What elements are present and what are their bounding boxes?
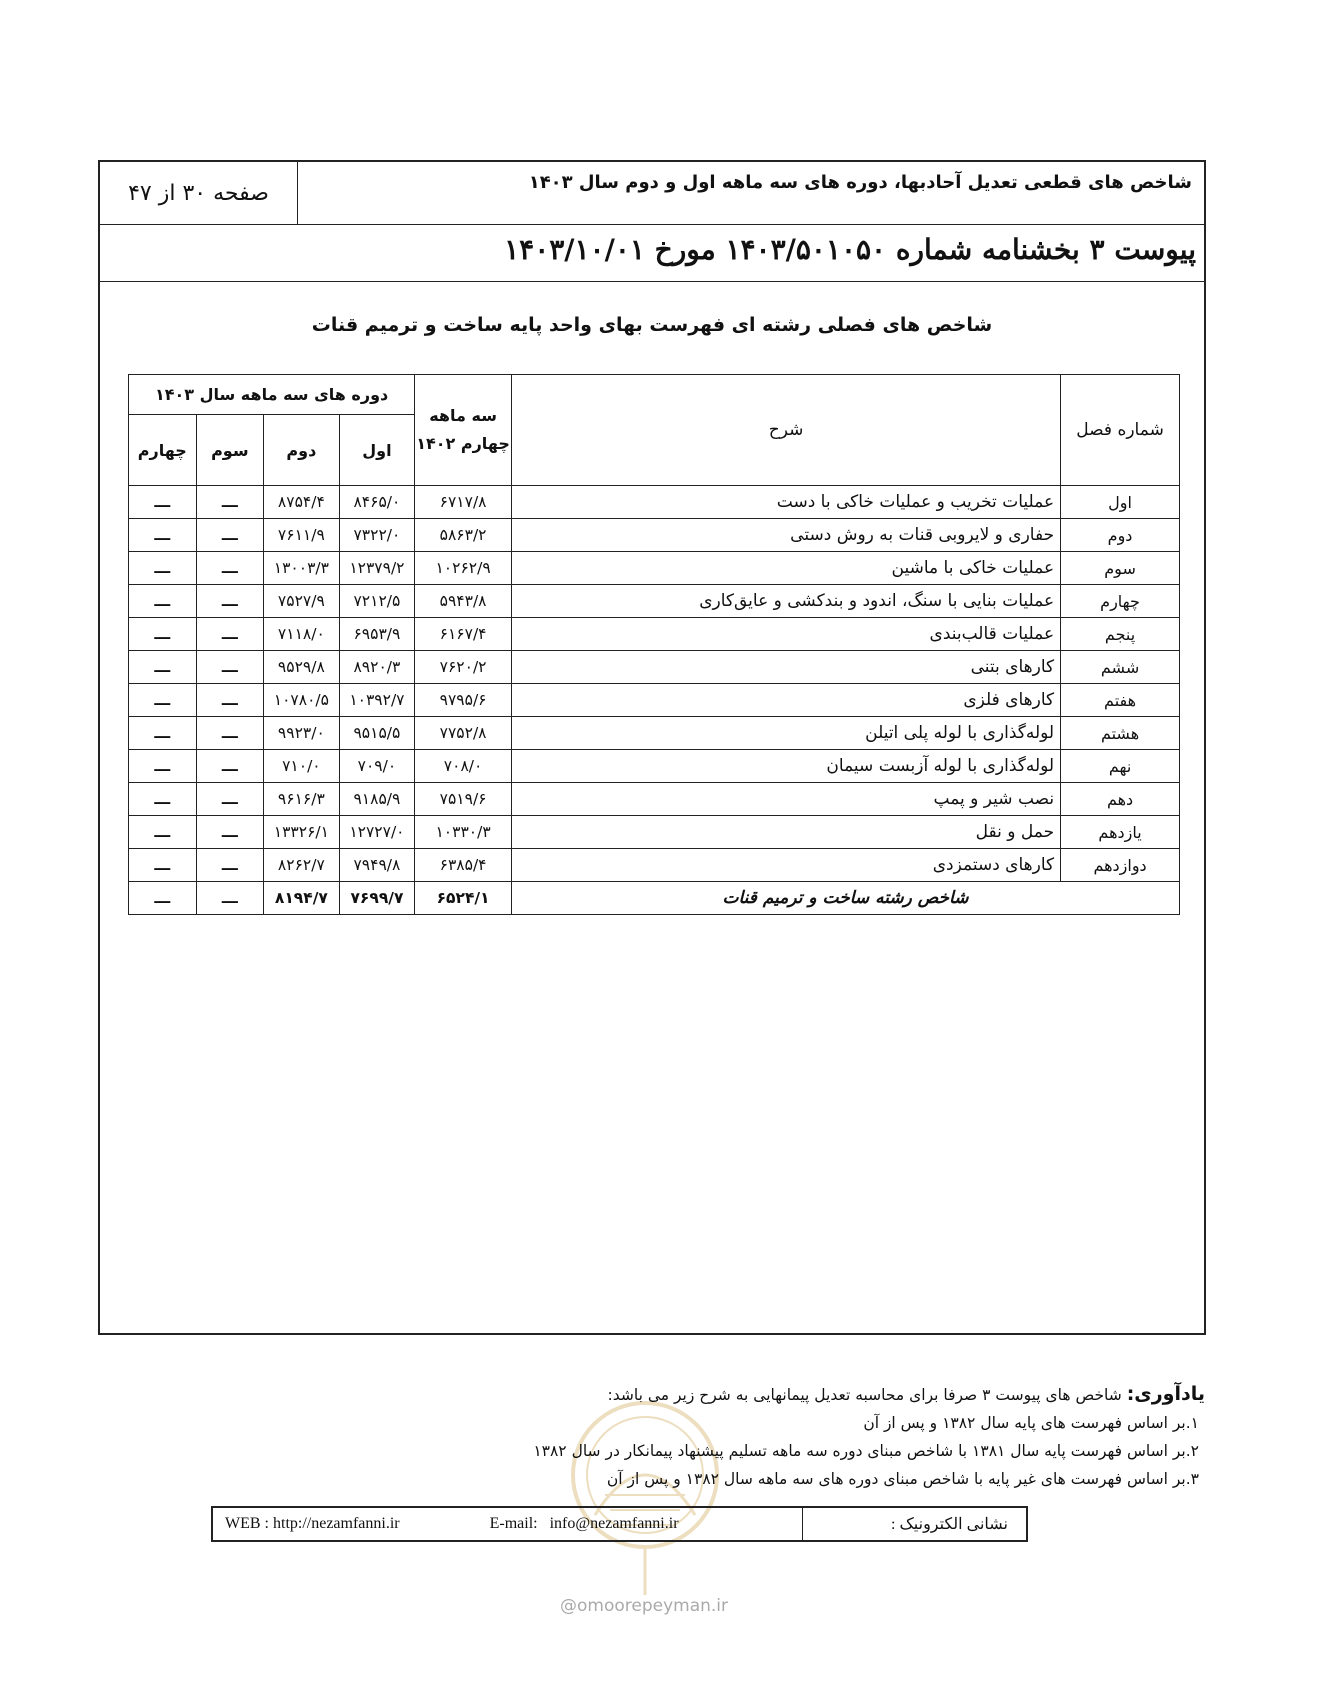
document-title: شاخص های قطعی تعدیل آحادبها، دوره های سه ماهه اول و دوم سال ۱۴۰۳ <box>528 172 1192 193</box>
third-cell: ـــ <box>196 849 264 882</box>
total-fourth: ـــ <box>129 882 197 915</box>
header-row <box>100 162 1204 225</box>
fourth-cell: ـــ <box>129 585 197 618</box>
description-cell: عملیات بنایی با سنگ، اندود و بندکشی و عایق‌کاری <box>511 585 1060 618</box>
q4-1402-cell: ۱۰۳۳۰/۳ <box>415 816 512 849</box>
table-row <box>129 618 1180 651</box>
chapter-cell: دوم <box>1061 519 1180 552</box>
page-number: صفحه ۳۰ از ۴۷ <box>100 162 298 224</box>
table-row <box>129 486 1180 519</box>
chapter-cell: هشتم <box>1061 717 1180 750</box>
contact-label: نشانی الکترونیک : <box>802 1508 1026 1540</box>
note-item: ۲.بر اساس فهرست پایه سال ۱۳۸۱ با شاخص مبنای دوره سه ماهه تسلیم پیشنهاد پیمانکار در سال ۱۳۸۲ <box>533 1442 1199 1460</box>
second-cell: ۸۷۵۴/۴ <box>264 486 340 519</box>
chapter-cell: یازدهم <box>1061 816 1180 849</box>
description-cell: عملیات قالب‌بندی <box>511 618 1060 651</box>
total-first: ۷۶۹۹/۷ <box>339 882 415 915</box>
first-cell: ۱۲۷۲۷/۰ <box>339 816 415 849</box>
q4-1402-cell: ۶۳۸۵/۴ <box>415 849 512 882</box>
table-row <box>129 750 1180 783</box>
header-first: اول <box>339 415 415 486</box>
chapter-cell: پنجم <box>1061 618 1180 651</box>
first-cell: ۷۹۴۹/۸ <box>339 849 415 882</box>
fourth-cell: ـــ <box>129 783 197 816</box>
q4-1402-cell: ۷۰۸/۰ <box>415 750 512 783</box>
second-cell: ۹۵۲۹/۸ <box>264 651 340 684</box>
q4-1402-cell: ۶۱۶۷/۴ <box>415 618 512 651</box>
first-cell: ۱۰۳۹۲/۷ <box>339 684 415 717</box>
q4-1402-cell: ۶۷۱۷/۸ <box>415 486 512 519</box>
first-cell: ۹۵۱۵/۵ <box>339 717 415 750</box>
second-cell: ۱۳۰۰۳/۳ <box>264 552 340 585</box>
description-cell: حمل و نقل <box>511 816 1060 849</box>
q4-1402-cell: ۱۰۲۶۲/۹ <box>415 552 512 585</box>
second-cell: ۸۲۶۲/۷ <box>264 849 340 882</box>
first-cell: ۸۹۲۰/۳ <box>339 651 415 684</box>
table-row <box>129 783 1180 816</box>
notes-intro: شاخص های پیوست ۳ صرفا برای محاسبه تعدیل پیمانهایی به شرح زیر می باشد: <box>607 1386 1122 1404</box>
table-row <box>129 816 1180 849</box>
table-row <box>129 717 1180 750</box>
third-cell: ـــ <box>196 486 264 519</box>
second-cell: ۹۶۱۶/۳ <box>264 783 340 816</box>
q4-1402-cell: ۷۷۵۲/۸ <box>415 717 512 750</box>
chapter-cell: دهم <box>1061 783 1180 816</box>
header-third: سوم <box>196 415 264 486</box>
table-row <box>129 651 1180 684</box>
third-cell: ـــ <box>196 750 264 783</box>
contact-values <box>213 1508 802 1540</box>
fourth-cell: ـــ <box>129 618 197 651</box>
q4-1402-cell: ۵۹۴۳/۸ <box>415 585 512 618</box>
third-cell: ـــ <box>196 816 264 849</box>
third-cell: ـــ <box>196 585 264 618</box>
third-cell: ـــ <box>196 618 264 651</box>
description-cell: کارهای دستمزدی <box>511 849 1060 882</box>
header-fourth: چهارم <box>129 415 197 486</box>
header-description: شرح <box>511 375 1060 486</box>
table-title: شاخص های فصلی رشته ای فهرست بهای واحد پایه ساخت و ترمیم قنات <box>311 314 993 336</box>
third-cell: ـــ <box>196 552 264 585</box>
header-q4-1402: سه ماهه چهارم ۱۴۰۲ <box>415 375 512 486</box>
chapter-cell: ششم <box>1061 651 1180 684</box>
notes-label: یادآوری: <box>1126 1383 1205 1405</box>
chapter-cell: دوازدهم <box>1061 849 1180 882</box>
web-link[interactable]: WEB : http://nezamfanni.ir <box>225 1515 400 1532</box>
total-row <box>129 882 1180 915</box>
watermark-site: @omoorepeyman.ir <box>560 1596 729 1616</box>
chapter-cell: سوم <box>1061 552 1180 585</box>
third-cell: ـــ <box>196 684 264 717</box>
description-cell: کارهای فلزی <box>511 684 1060 717</box>
description-cell: لوله‌گذاری با لوله پلی اتیلن <box>511 717 1060 750</box>
table-row <box>129 552 1180 585</box>
header-group-1403: دوره های سه ماهه سال ۱۴۰۳ <box>129 375 415 415</box>
chapter-cell: اول <box>1061 486 1180 519</box>
first-cell: ۷۳۲۲/۰ <box>339 519 415 552</box>
chapter-cell: هفتم <box>1061 684 1180 717</box>
first-cell: ۷۰۹/۰ <box>339 750 415 783</box>
first-cell: ۶۹۵۳/۹ <box>339 618 415 651</box>
total-label: شاخص رشته ساخت و ترمیم قنات <box>511 882 1179 915</box>
first-cell: ۹۱۸۵/۹ <box>339 783 415 816</box>
first-cell: ۸۴۶۵/۰ <box>339 486 415 519</box>
third-cell: ـــ <box>196 783 264 816</box>
description-cell: کارهای بتنی <box>511 651 1060 684</box>
index-table <box>128 374 1180 915</box>
fourth-cell: ـــ <box>129 486 197 519</box>
document-frame <box>98 160 1206 1335</box>
third-cell: ـــ <box>196 651 264 684</box>
q4-1402-cell: ۹۷۹۵/۶ <box>415 684 512 717</box>
second-cell: ۷۱۰/۰ <box>264 750 340 783</box>
description-cell: نصب شیر و پمپ <box>511 783 1060 816</box>
total-q4: ۶۵۲۴/۱ <box>415 882 512 915</box>
fourth-cell: ـــ <box>129 717 197 750</box>
fourth-cell: ـــ <box>129 519 197 552</box>
email-label: E-mail: <box>489 1515 538 1532</box>
second-cell: ۹۹۲۳/۰ <box>264 717 340 750</box>
second-cell: ۷۵۲۷/۹ <box>264 585 340 618</box>
q4-1402-cell: ۷۵۱۹/۶ <box>415 783 512 816</box>
table-body <box>129 486 1180 882</box>
fourth-cell: ـــ <box>129 816 197 849</box>
third-cell: ـــ <box>196 717 264 750</box>
fourth-cell: ـــ <box>129 684 197 717</box>
contact-box <box>211 1506 1028 1542</box>
table-row <box>129 849 1180 882</box>
total-second: ۸۱۹۴/۷ <box>264 882 340 915</box>
header-second: دوم <box>264 415 340 486</box>
q4-1402-cell: ۵۸۶۳/۲ <box>415 519 512 552</box>
description-cell: لوله‌گذاری با لوله آزبست سیمان <box>511 750 1060 783</box>
table-row <box>129 519 1180 552</box>
description-cell: حفاری و لایروبی قنات به روش دستی <box>511 519 1060 552</box>
fourth-cell: ـــ <box>129 552 197 585</box>
header-chapter: شماره فصل <box>1061 375 1180 486</box>
note-item: ۳.بر اساس فهرست های غیر پایه با شاخص مبنای دوره های سه ماهه سال ۱۳۸۲ و پس از آن <box>606 1470 1199 1488</box>
note-item: ۱.بر اساس فهرست های پایه سال ۱۳۸۲ و پس از آن <box>863 1414 1199 1432</box>
chapter-cell: نهم <box>1061 750 1180 783</box>
first-cell: ۱۲۳۷۹/۲ <box>339 552 415 585</box>
notes-section <box>105 1380 1205 1493</box>
email-link[interactable]: info@nezamfanni.ir <box>549 1515 679 1532</box>
second-cell: ۷۶۱۱/۹ <box>264 519 340 552</box>
chapter-cell: چهارم <box>1061 585 1180 618</box>
description-cell: عملیات تخریب و عملیات خاکی با دست <box>511 486 1060 519</box>
q4-1402-cell: ۷۶۲۰/۲ <box>415 651 512 684</box>
third-cell: ـــ <box>196 519 264 552</box>
description-cell: عملیات خاکی با ماشین <box>511 552 1060 585</box>
total-third: ـــ <box>196 882 264 915</box>
second-cell: ۱۰۷۸۰/۵ <box>264 684 340 717</box>
table-row <box>129 684 1180 717</box>
second-cell: ۱۳۳۲۶/۱ <box>264 816 340 849</box>
table-row <box>129 585 1180 618</box>
annex-title: پیوست ۳ بخشنامه شماره ۱۴۰۳/۵۰۱۰۵۰ مورخ ۱۴۰۳/۱۰/۰۱ <box>100 225 1204 282</box>
fourth-cell: ـــ <box>129 849 197 882</box>
second-cell: ۷۱۱۸/۰ <box>264 618 340 651</box>
first-cell: ۷۲۱۲/۵ <box>339 585 415 618</box>
fourth-cell: ـــ <box>129 651 197 684</box>
fourth-cell: ـــ <box>129 750 197 783</box>
